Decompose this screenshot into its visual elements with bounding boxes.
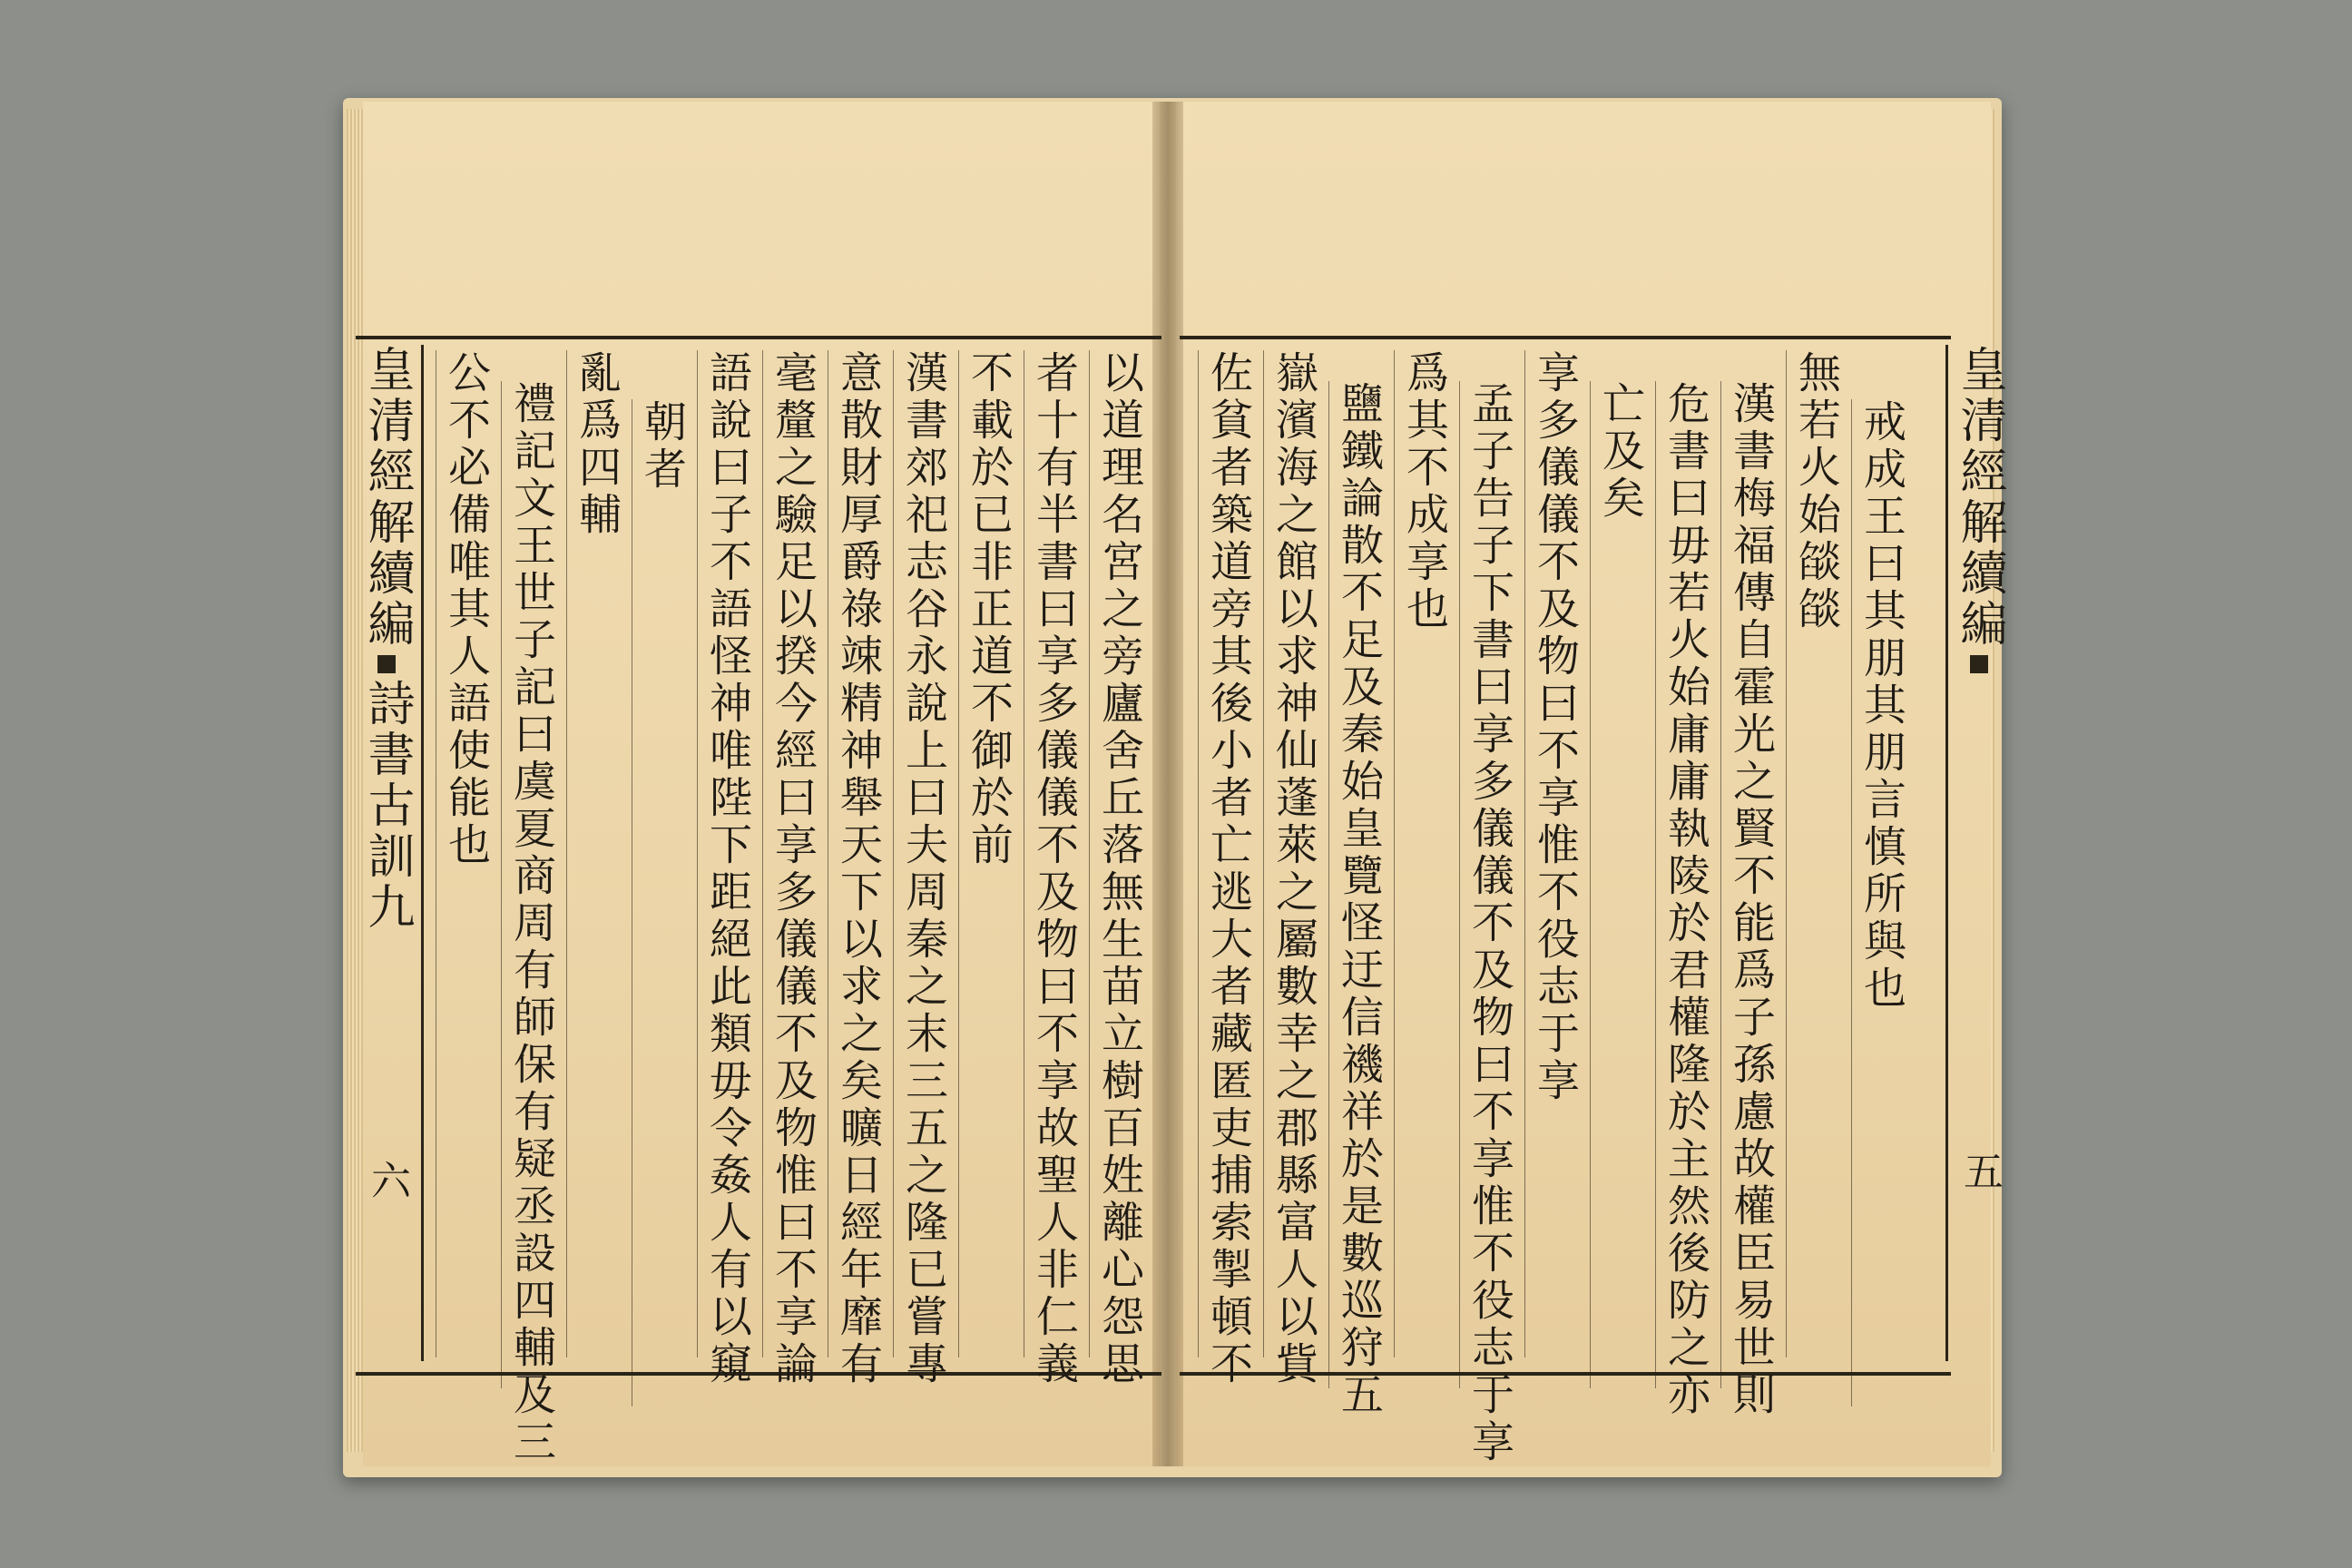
text-column: 亡及矣 <box>1590 381 1647 1388</box>
fishtail-mark <box>377 655 396 673</box>
text-column: 公不必備唯其人語使能也 <box>436 350 493 1357</box>
text-column: 以道理名宮之旁廬舍丘落無生苗立樹百姓離心怨思 <box>1089 350 1146 1357</box>
book-title: 皇清經解續編 <box>1952 345 2006 650</box>
text-column: 亂爲四輔 <box>566 350 623 1357</box>
folio-number: 五 <box>1956 1151 2003 1194</box>
text-column: 者十有半書曰享多儀儀不及物曰不享故聖人非仁義 <box>1024 350 1081 1357</box>
fishtail-mark <box>1970 655 1988 673</box>
text-column: 佐貧者築道旁其後小者亡逃大者藏匿吏捕索掣頓不 <box>1198 350 1255 1357</box>
book-title: 皇清經解續編 <box>359 345 414 650</box>
text-column: 漢書梅福傳自霍光之賢不能爲子孫慮故權臣易世則 <box>1720 381 1778 1388</box>
left-page-margin <box>356 345 424 1361</box>
text-column: 不載於已非正道不御於前 <box>958 350 1015 1357</box>
text-column: 孟子告子下書曰享多儀儀不及物曰不享惟不役志于享 <box>1459 381 1516 1388</box>
folio-number: 六 <box>364 1160 410 1203</box>
text-column: 朝者 <box>632 399 689 1406</box>
text-column: 危書曰毋若火始庸庸執陵於君權隆於主然後防之亦 <box>1655 381 1712 1388</box>
text-column: 禮記文王世子記曰虞夏商周有師保有疑丞設四輔及三 <box>501 381 558 1388</box>
text-column: 毫釐之驗足以揆今經曰享多儀儀不及物惟曰不享論 <box>762 350 819 1357</box>
text-column: 戒成王曰其朋其朋言慎所與也 <box>1851 399 1908 1406</box>
text-column: 無若火始燄燄 <box>1786 350 1843 1357</box>
text-column: 享多儀儀不及物曰不享惟不役志于享 <box>1524 350 1582 1357</box>
text-column: 嶽濱海之館以求神仙蓬萊之屬數幸之郡縣富人以貲 <box>1263 350 1320 1357</box>
right-page-margin <box>1945 345 2014 1361</box>
text-column: 意散財厚爵祿竦精神舉天下以求之矣曠日經年靡有 <box>828 350 885 1357</box>
text-column: 鹽鐵論散不足及秦始皇覽怪迂信禨祥於是數巡狩五 <box>1328 381 1386 1388</box>
text-column: 爲其不成享也 <box>1394 350 1451 1357</box>
text-column: 漢書郊祀志谷永說上曰夫周秦之末三五之隆已嘗專 <box>893 350 950 1357</box>
section-title: 詩書古訓九 <box>359 679 414 933</box>
text-column: 語說曰子不語怪神唯陛下距絕此類毋令姦人有以窺 <box>697 350 754 1357</box>
